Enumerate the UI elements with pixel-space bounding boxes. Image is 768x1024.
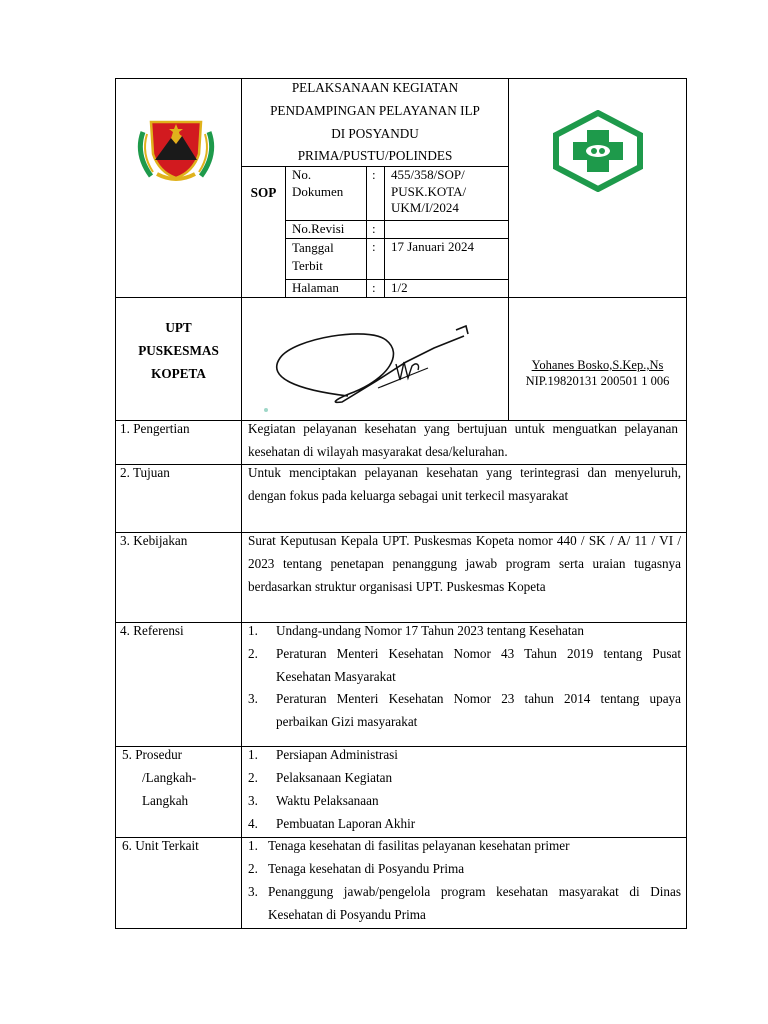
list-item: Pelaksanaan Kegiatan — [276, 770, 393, 785]
list-item-number: 1. — [248, 747, 258, 762]
list-item-number: 4. — [248, 816, 258, 831]
list-item-number: 1. — [248, 838, 258, 853]
list-item: Waktu Pelaksanaan — [276, 793, 379, 808]
list-item: Penanggung jawab/pengelola program kesehatan masyarakat di Dinas Kesehatan di Posyandu Prima — [268, 884, 681, 922]
issue-date-value: 17 Januari 2024 — [391, 239, 475, 254]
list-item: Tenaga kesehatan di Posyandu Prima — [268, 861, 465, 876]
signer-nip: NIP.19820131 200501 1 006 — [525, 374, 670, 388]
signer-name: Yohanes Bosko,S.Kep.,Ns — [531, 358, 664, 372]
list-item-number: 3. — [248, 793, 258, 808]
list-item-number: 3. — [248, 884, 258, 899]
list-item: Persiapan Administrasi — [276, 747, 398, 762]
list-item-number: 2. — [248, 646, 258, 661]
page-label: Halaman — [292, 280, 339, 295]
section-text-tujuan: Untuk menciptakan pelayanan kesehatan yang terintegrasi dan menyeluruh, dengan fokus pada keluarga sebagai unit terkecil masyarakat — [248, 465, 681, 503]
signature — [258, 318, 488, 414]
org-name: UPT PUSKESMAS KOPETA — [138, 320, 219, 381]
section-text-pengertian: Kegiatan pelayanan kesehatan yang bertujuan untuk menguatkan pelayanan kesehatan di wilayah masyarakat desa/kelurahan. — [248, 421, 678, 459]
doc-number-label: No. Dokumen — [292, 167, 344, 199]
list-item: Pembuatan Laporan Akhir — [276, 816, 416, 831]
page-colon: : — [372, 280, 376, 295]
page-value: 1/2 — [391, 280, 408, 295]
list-item: Undang-undang Nomor 17 Tahun 2023 tentang Kesehatan — [276, 623, 584, 638]
title-line: PENDAMPINGAN PELAYANAN ILP — [270, 102, 480, 118]
section-label-pengertian: 1. Pengertian — [120, 421, 190, 436]
list-item-number: 1. — [248, 623, 258, 638]
section-label-prosedur: 5. Prosedur /Langkah- Langkah — [122, 747, 197, 808]
doc-number-value: 455/358/SOP/ PUSK.KOTA/ UKM/I/2024 — [391, 167, 467, 215]
list-item: Peraturan Menteri Kesehatan Nomor 43 Tahun 2019 tentang Pusat Kesehatan Masyarakat — [276, 646, 681, 684]
title-line: PELAKSANAAN KEGIATAN — [291, 80, 459, 95]
doc-number-colon: : — [372, 167, 376, 182]
section-label-tujuan: 2. Tujuan — [120, 465, 170, 480]
issue-date-label: Tanggal Terbit — [292, 240, 334, 273]
list-item: Peraturan Menteri Kesehatan Nomor 23 tahun 2014 tentang upaya perbaikan Gizi masyarakat — [276, 691, 681, 729]
title-line: PRIMA/PUSTU/POLINDES — [297, 148, 453, 164]
sop-label: SOP — [250, 185, 277, 200]
list-item: Tenaga kesehatan di fasilitas pelayanan kesehatan primer — [268, 838, 570, 853]
revision-label: No.Revisi — [292, 221, 345, 236]
title-line: DI POSYANDU — [331, 125, 419, 141]
regency-crest-logo — [133, 114, 219, 184]
section-label-unit-terkait: 6. Unit Terkait — [122, 838, 199, 853]
revision-colon: : — [372, 221, 376, 236]
document-title — [242, 77, 508, 168]
list-item-number: 3. — [248, 691, 258, 706]
section-label-referensi: 4. Referensi — [120, 623, 184, 638]
list-item-number: 2. — [248, 770, 258, 785]
issue-date-colon: : — [372, 239, 376, 254]
list-item-number: 2. — [248, 861, 258, 876]
section-label-kebijakan: 3. Kebijakan — [120, 533, 188, 548]
health-cross-logo — [551, 110, 645, 192]
section-text-kebijakan: Surat Keputusan Kepala UPT. Puskesmas Kopeta nomor 440 / SK / A/ 11 / VI / 2023 tentang penetapan penanggung jawab program serta uraian tugasnya berdasarkan struktur organisasi UPT. Puskesmas Kopeta — [248, 533, 681, 594]
